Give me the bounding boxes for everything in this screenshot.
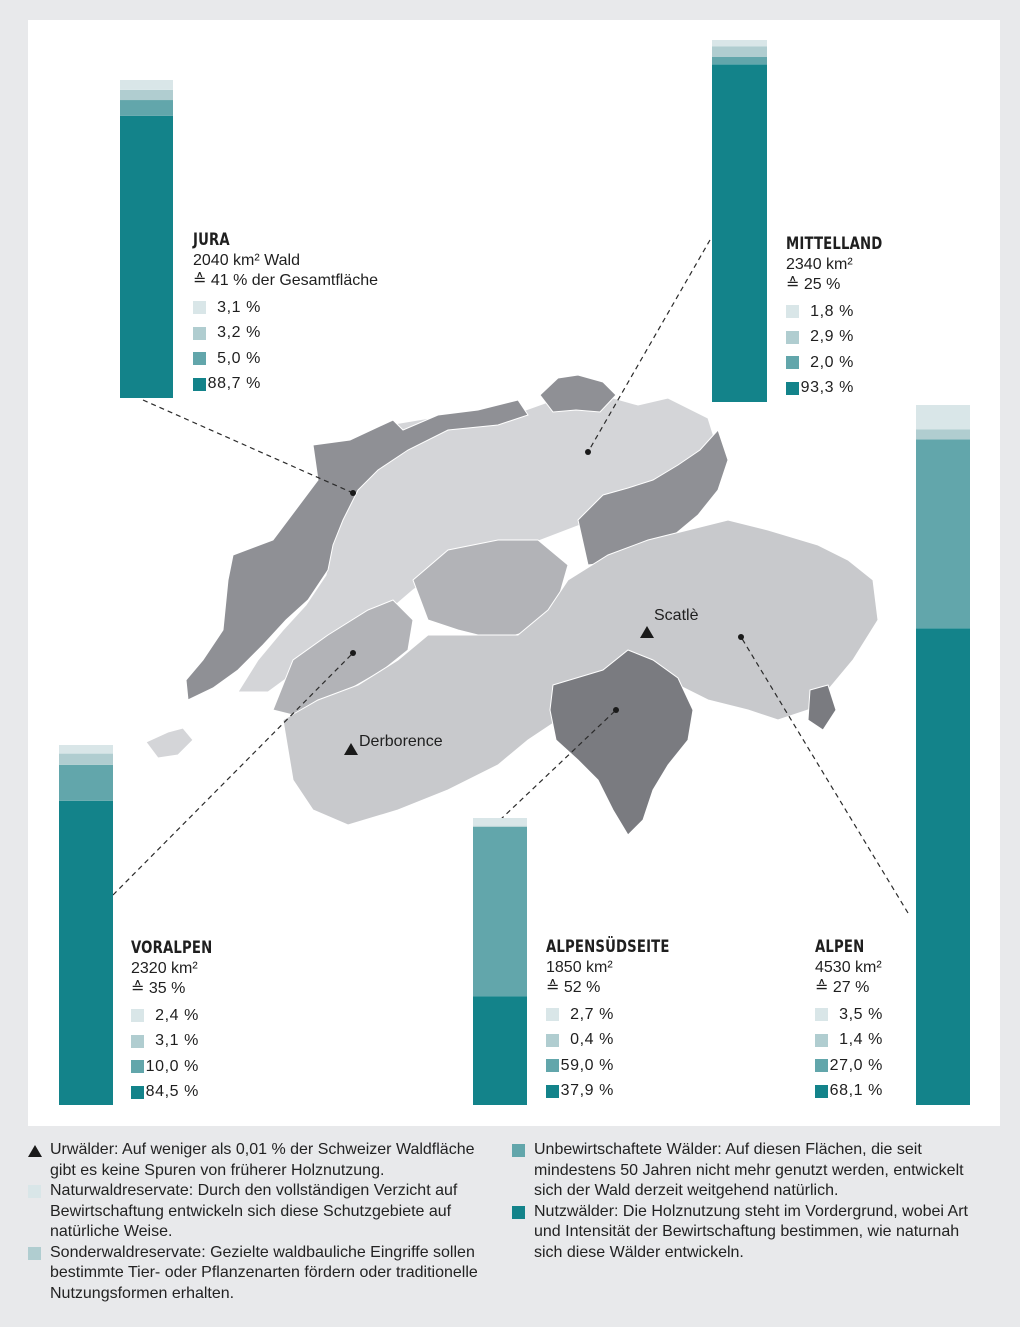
legend-naturwald bbox=[28, 1181, 490, 1243]
switzerland-map bbox=[146, 375, 878, 835]
value-row-naturwald bbox=[815, 1002, 883, 1028]
value-label: 1,8 % bbox=[810, 302, 854, 320]
legend-urwald bbox=[28, 1140, 490, 1181]
bar-mittelland-sonderwald bbox=[712, 47, 767, 58]
value-label: 2,0 % bbox=[810, 353, 854, 371]
value-label: 3,2 % bbox=[217, 324, 261, 342]
value-row-sonderwald bbox=[193, 321, 378, 347]
region-title: JURA bbox=[193, 230, 230, 250]
connector-dot-voralpen bbox=[350, 650, 356, 656]
naturwald-swatch-icon bbox=[546, 1008, 559, 1021]
value-row-nutzwald bbox=[131, 1080, 235, 1106]
region-title: ALPENSÜDSEITE bbox=[546, 937, 670, 957]
unbewirtschaftet-swatch-icon bbox=[512, 1144, 525, 1157]
sonderwald-swatch-icon bbox=[193, 327, 206, 340]
bar-alpensued-unbewirtschaftet bbox=[473, 827, 527, 996]
bar-alpensued-sonderwald bbox=[473, 826, 527, 827]
legend-naturwald-text: Naturwaldreservate: Durch den vollständigen Verzicht auf Bewirtschaftung entwickeln sich diese Schutzgebiete auf natürliche Weise. bbox=[50, 1182, 458, 1240]
value-label: 88,7 % bbox=[207, 375, 261, 393]
triangle-icon bbox=[28, 1145, 42, 1157]
region-label-mittelland bbox=[786, 234, 910, 401]
value-label: 1,4 % bbox=[839, 1031, 883, 1049]
value-label: 5,0 % bbox=[217, 349, 261, 367]
region-share: ≙ 35 % bbox=[131, 980, 186, 997]
nutzwald-swatch-icon bbox=[786, 382, 799, 395]
value-row-unbewirtschaftet bbox=[193, 346, 378, 372]
region-title: ALPEN bbox=[815, 937, 865, 957]
value-row-unbewirtschaftet bbox=[546, 1053, 704, 1079]
bar-jura-nutzwald bbox=[120, 116, 173, 398]
bar-mittelland-nutzwald bbox=[712, 64, 767, 402]
connector-dot-alpensued bbox=[613, 707, 619, 713]
bar-jura-sonderwald bbox=[120, 90, 173, 100]
bar-alpen-nutzwald bbox=[916, 628, 970, 1105]
region-title: VORALPEN bbox=[131, 938, 213, 958]
value-row-sonderwald bbox=[815, 1028, 883, 1054]
nutzwald-swatch-icon bbox=[546, 1085, 559, 1098]
nutzwald-swatch-icon bbox=[193, 378, 206, 391]
region-area: 2320 km² bbox=[131, 960, 198, 977]
map-label-scatle: Scatlè bbox=[654, 607, 699, 624]
value-label: 37,9 % bbox=[560, 1082, 614, 1100]
region-values bbox=[131, 1003, 235, 1105]
value-label: 68,1 % bbox=[829, 1082, 883, 1100]
region-area: 4530 km² bbox=[815, 959, 882, 976]
bar-voralpen-nutzwald bbox=[59, 801, 113, 1105]
region-share: ≙ 41 % der Gesamtfläche bbox=[193, 272, 379, 289]
value-row-nutzwald bbox=[815, 1079, 883, 1105]
value-row-nutzwald bbox=[786, 376, 910, 402]
map-label-derborence: Derborence bbox=[359, 733, 443, 750]
unbewirtschaftet-swatch-icon bbox=[193, 352, 206, 365]
region-values bbox=[193, 295, 378, 397]
naturwald-swatch-icon bbox=[193, 301, 206, 314]
value-row-naturwald bbox=[193, 295, 378, 321]
value-label: 10,0 % bbox=[145, 1057, 199, 1075]
nutzwald-swatch-icon bbox=[512, 1206, 525, 1219]
bar-alpensued-nutzwald bbox=[473, 996, 527, 1105]
sonderwald-swatch-icon bbox=[28, 1247, 41, 1260]
value-label: 3,1 % bbox=[217, 298, 261, 316]
legend-column-right bbox=[512, 1140, 978, 1263]
value-label: 3,1 % bbox=[155, 1032, 199, 1050]
unbewirtschaftet-swatch-icon bbox=[546, 1059, 559, 1072]
bar-voralpen-sonderwald bbox=[59, 754, 113, 765]
region-title: MITTELLAND bbox=[786, 234, 883, 254]
bar-voralpen-naturwald bbox=[59, 745, 113, 754]
region-share: ≙ 25 % bbox=[786, 276, 841, 293]
bar-jura-naturwald bbox=[120, 80, 173, 90]
value-label: 0,4 % bbox=[570, 1031, 614, 1049]
connector-dot-jura bbox=[350, 490, 356, 496]
legend-unbewirtschaftet-text: Unbewirtschaftete Wälder: Auf diesen Flächen, die seit mindestens 50 Jahren nicht mehr genutzt werden, entwickelt sich der Wald derzeit weitgehend natürlich. bbox=[534, 1141, 964, 1199]
value-row-sonderwald bbox=[546, 1028, 704, 1054]
region-label-alpensued bbox=[546, 937, 704, 1104]
value-row-nutzwald bbox=[193, 372, 378, 398]
legend-sonderwald-text: Sonderwaldreservate: Gezielte waldbauliche Eingriffe sollen bestimmte Tier- oder Pflanzenarten fördern oder traditionelle Nutzungsformen erhalten. bbox=[50, 1243, 478, 1302]
value-row-naturwald bbox=[786, 299, 910, 325]
value-label: 27,0 % bbox=[829, 1056, 883, 1074]
sonderwald-swatch-icon bbox=[786, 331, 799, 344]
value-label: 2,4 % bbox=[155, 1006, 199, 1024]
value-row-unbewirtschaftet bbox=[786, 350, 910, 376]
legend-unbewirtschaftet bbox=[512, 1140, 978, 1202]
value-label: 2,9 % bbox=[810, 328, 854, 346]
value-label: 59,0 % bbox=[560, 1056, 614, 1074]
value-label: 2,7 % bbox=[570, 1005, 614, 1023]
value-row-nutzwald bbox=[546, 1079, 704, 1105]
map-region-puschlav bbox=[808, 685, 836, 730]
region-values bbox=[546, 1002, 704, 1104]
bar-alpensued-naturwald bbox=[473, 818, 527, 826]
region-values bbox=[815, 1002, 883, 1104]
unbewirtschaftet-swatch-icon bbox=[815, 1059, 828, 1072]
region-share: ≙ 52 % bbox=[546, 979, 601, 996]
region-label-voralpen bbox=[131, 938, 235, 1105]
sonderwald-swatch-icon bbox=[815, 1034, 828, 1047]
naturwald-swatch-icon bbox=[815, 1008, 828, 1021]
naturwald-swatch-icon bbox=[131, 1009, 144, 1022]
unbewirtschaftet-swatch-icon bbox=[131, 1060, 144, 1073]
value-row-unbewirtschaftet bbox=[815, 1053, 883, 1079]
map-region-schaffhausen bbox=[540, 375, 616, 412]
region-area: 1850 km² bbox=[546, 959, 613, 976]
bar-alpen-naturwald bbox=[916, 405, 970, 430]
bar-mittelland-naturwald bbox=[712, 40, 767, 47]
region-label-jura bbox=[193, 230, 378, 397]
legend-nutzwald bbox=[512, 1202, 978, 1264]
bar-alpen-sonderwald bbox=[916, 430, 970, 440]
legend-column-left bbox=[28, 1140, 490, 1304]
sonderwald-swatch-icon bbox=[546, 1034, 559, 1047]
bar-voralpen-unbewirtschaftet bbox=[59, 765, 113, 801]
region-label-alpen bbox=[815, 937, 883, 1104]
region-area: 2040 km² Wald bbox=[193, 252, 300, 269]
legend-sonderwald bbox=[28, 1243, 490, 1305]
legend-urwald-text: Urwälder: Auf weniger als 0,01 % der Schweizer Waldfläche gibt es keine Spuren von früherer Holznutzung. bbox=[50, 1141, 475, 1179]
value-label: 93,3 % bbox=[800, 379, 854, 397]
region-values bbox=[786, 299, 910, 401]
connector-dot-mittelland bbox=[585, 449, 591, 455]
unbewirtschaftet-swatch-icon bbox=[786, 356, 799, 369]
nutzwald-swatch-icon bbox=[131, 1086, 144, 1099]
connector-dot-alpen bbox=[738, 634, 744, 640]
value-row-sonderwald bbox=[131, 1029, 235, 1055]
value-label: 84,5 % bbox=[145, 1083, 199, 1101]
nutzwald-swatch-icon bbox=[815, 1085, 828, 1098]
value-row-naturwald bbox=[546, 1002, 704, 1028]
value-label: 3,5 % bbox=[839, 1005, 883, 1023]
bar-jura-unbewirtschaftet bbox=[120, 100, 173, 116]
value-row-naturwald bbox=[131, 1003, 235, 1029]
value-row-sonderwald bbox=[786, 325, 910, 351]
region-share: ≙ 27 % bbox=[815, 979, 870, 996]
region-area: 2340 km² bbox=[786, 256, 853, 273]
sonderwald-swatch-icon bbox=[131, 1035, 144, 1048]
value-row-unbewirtschaftet bbox=[131, 1054, 235, 1080]
naturwald-swatch-icon bbox=[28, 1185, 41, 1198]
bar-mittelland-unbewirtschaftet bbox=[712, 57, 767, 64]
naturwald-swatch-icon bbox=[786, 305, 799, 318]
bar-alpen-unbewirtschaftet bbox=[916, 439, 970, 628]
chart-panel bbox=[28, 20, 1000, 1126]
legend-nutzwald-text: Nutzwälder: Die Holznutzung steht im Vordergrund, wobei Art und Intensität der Bewirtschaftung bestimmen, wie naturnah sich diese Wälder entwickeln. bbox=[534, 1202, 968, 1261]
map-region-geneva bbox=[146, 728, 193, 758]
